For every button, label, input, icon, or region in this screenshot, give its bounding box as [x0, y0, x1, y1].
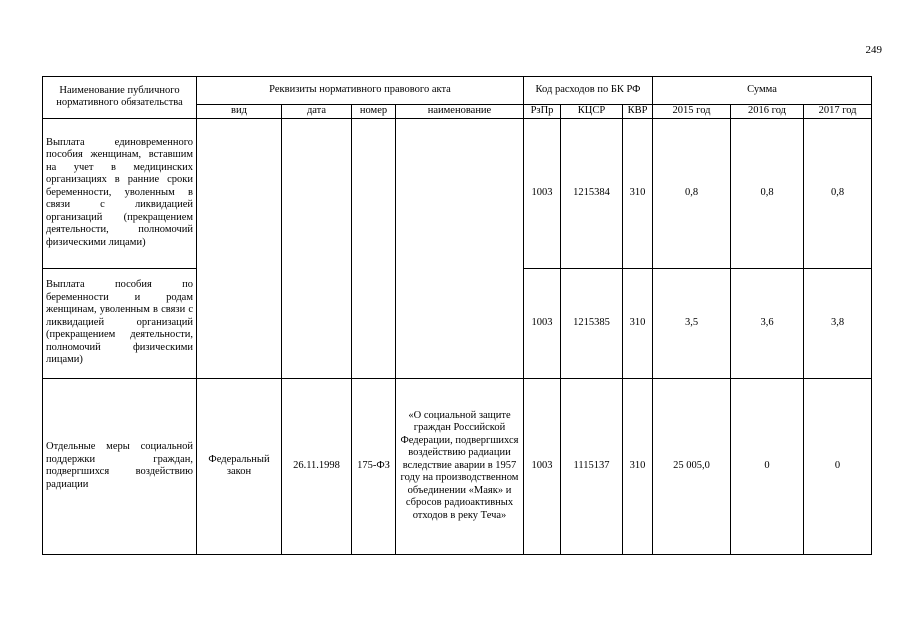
row-rzpr: 1003 — [524, 268, 561, 378]
header-kvr: КВР — [623, 105, 653, 119]
row-kvr: 310 — [623, 118, 653, 268]
row-name: Выплата пособия по беременности и родам женщинам, уволенным в связи с ликвидацией организаций (прекращением деятельности, полномочий физическими лицами) — [43, 268, 197, 378]
row-vid — [197, 268, 282, 378]
row-2017: 0 — [804, 378, 872, 554]
row-2015: 0,8 — [653, 118, 731, 268]
row-name: Отдельные меры социальной поддержки граждан, подвергшихся воздействию радиации — [43, 378, 197, 554]
row-kcsr: 1215384 — [561, 118, 623, 268]
row-2017: 3,8 — [804, 268, 872, 378]
header-2015: 2015 год — [653, 105, 731, 119]
row-kvr: 310 — [623, 378, 653, 554]
header-kcsr: КЦСР — [561, 105, 623, 119]
row-vid: Федеральный закон — [197, 378, 282, 554]
row-kcsr: 1115137 — [561, 378, 623, 554]
row-naim — [396, 118, 524, 268]
row-rzpr: 1003 — [524, 378, 561, 554]
row-rzpr: 1003 — [524, 118, 561, 268]
table-row — [43, 118, 872, 268]
row-nomer — [352, 268, 396, 378]
table-row — [43, 378, 872, 554]
row-nomer — [352, 118, 396, 268]
row-data — [282, 118, 352, 268]
row-2016: 0,8 — [731, 118, 804, 268]
row-2016: 0 — [731, 378, 804, 554]
header-rzpr: РзПр — [524, 105, 561, 119]
row-data: 26.11.1998 — [282, 378, 352, 554]
header-data: дата — [282, 105, 352, 119]
header-2016: 2016 год — [731, 105, 804, 119]
header-2017: 2017 год — [804, 105, 872, 119]
row-naim — [396, 268, 524, 378]
header-sum: Сумма — [653, 77, 872, 105]
header-nomer: номер — [352, 105, 396, 119]
page-number: 249 — [865, 44, 882, 56]
header-requisites: Реквизиты нормативного правового акта — [197, 77, 524, 105]
row-vid — [197, 118, 282, 268]
row-nomer: 175-ФЗ — [352, 378, 396, 554]
header-codes: Код расходов по БК РФ — [524, 77, 653, 105]
row-2017: 0,8 — [804, 118, 872, 268]
row-kvr: 310 — [623, 268, 653, 378]
row-2015: 3,5 — [653, 268, 731, 378]
header-vid: вид — [197, 105, 282, 119]
row-2015: 25 005,0 — [653, 378, 731, 554]
header-name: Наименование публичного нормативного обязательства — [43, 77, 197, 119]
row-data — [282, 268, 352, 378]
header-row-top — [43, 77, 872, 105]
row-kcsr: 1215385 — [561, 268, 623, 378]
header-naim: наименование — [396, 105, 524, 119]
row-2016: 3,6 — [731, 268, 804, 378]
budget-table — [42, 76, 872, 555]
row-naim: «О социальной защите граждан Российской Федерации, подвергшихся воздействию радиации вследствие аварии в 1957 году на производственном объединении «Маяк» и сбросов радиоактивных отходов в реку Теча» — [396, 378, 524, 554]
row-name: Выплата единовременного пособия женщинам, вставшим на учет в медицинских организациях в ранние сроки беременности, уволенным в связи с ликвидацией организаций (прекращением деятельности, полномочий физическими лицами) — [43, 118, 197, 268]
table-row — [43, 268, 872, 378]
